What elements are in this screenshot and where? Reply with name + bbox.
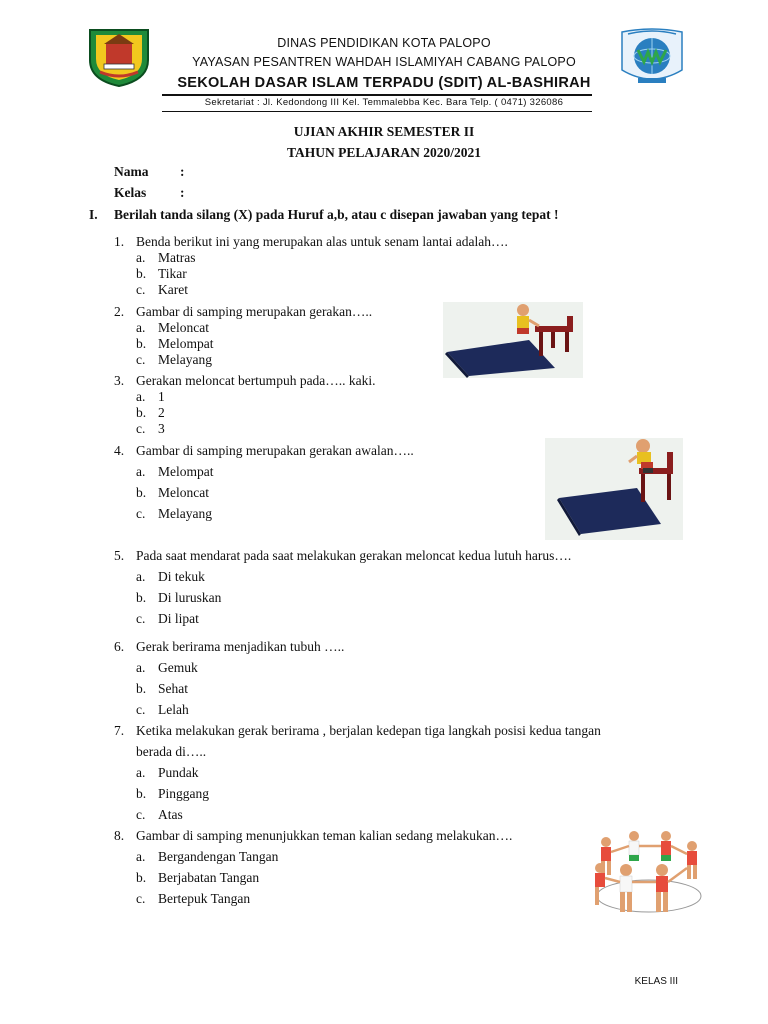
option-text: Di tekuk [158,569,205,584]
option-letter: a. [136,250,146,265]
option-text: Bergandengan Tangan [158,849,279,864]
option-text: Di lipat [158,611,199,626]
option-text: 2 [158,405,165,420]
header-address: Sekretariat : Jl. Kedondong III Kel. Temmalebba Kec. Bara Telp. ( 0471) 326086 [204,97,564,108]
option-text: Gemuk [158,660,198,675]
children-circle-illustration [590,824,708,920]
option-text: Tikar [158,266,187,281]
option-letter: c. [136,282,146,297]
option-letter: b. [136,786,147,801]
header-foundation: YAYASAN PESANTREN WAHDAH ISLAMIYAH CABANG PALOPO [192,55,576,69]
option-text: Di luruskan [158,590,222,605]
option-letter: b. [136,590,147,605]
option-letter: a. [136,765,146,780]
option-letter: a. [136,464,146,479]
option-text: Meloncat [158,320,209,335]
jump-illustration-2 [545,438,683,540]
question-text: Gerak berirama menjadikan tubuh ….. [136,639,345,654]
option-letter: a. [136,569,146,584]
question-text: Gambar di samping merupakan gerakan awalan….. [136,443,414,458]
option-letter: a. [136,849,146,864]
question-number: 3. [114,373,125,388]
option-letter: c. [136,702,146,717]
question-number: 5. [114,548,125,563]
section-instruction: Berilah tanda silang (X) pada Huruf a,b, atau c disepan jawaban yang tepat ! [114,207,559,222]
option-text: 3 [158,421,165,436]
option-letter: b. [136,266,147,281]
option-text: Karet [158,282,188,297]
option-letter: b. [136,870,147,885]
option-text: Matras [158,250,196,265]
option-text: Meloncat [158,485,209,500]
option-letter: b. [136,681,147,696]
option-letter: c. [136,611,146,626]
option-text: Pinggang [158,786,210,801]
footer-class-label: KELAS III [634,976,678,987]
option-letter: a. [136,660,146,675]
exam-title: UJIAN AKHIR SEMESTER II [293,124,475,139]
option-letter: b. [136,336,147,351]
nama-label: Nama [114,164,149,179]
option-text: Berjabatan Tangan [158,870,260,885]
question-text: Gerakan meloncat bertumpuh pada….. kaki. [136,373,376,388]
jump-illustration-1 [443,302,583,378]
option-letter: c. [136,506,146,521]
option-text: Melayang [158,506,212,521]
foundation-logo-right [618,26,686,88]
header-rule-thick [162,94,592,96]
option-letter: c. [136,421,146,436]
question-text-continued: berada di….. [136,744,207,759]
question-text: Benda berikut ini yang merupakan alas untuk senam lantai adalah…. [136,234,508,249]
option-text: Melompat [158,464,214,479]
option-text: Sehat [158,681,188,696]
header-rule-thin [162,111,592,112]
question-number: 2. [114,304,125,319]
header-school-name: SEKOLAH DASAR ISLAM TERPADU (SDIT) AL-BASHIRAH [177,75,591,91]
exam-year: TAHUN PELAJARAN 2020/2021 [286,145,481,160]
option-text: Lelah [158,702,189,717]
option-text: Atas [158,807,183,822]
option-letter: c. [136,352,146,367]
question-text: Ketika melakukan gerak berirama , berjalan kedepan tiga langkah posisi kedua tangan [136,723,601,738]
question-number: 4. [114,443,125,458]
option-text: Pundak [158,765,199,780]
option-text: Bertepuk Tangan [158,891,251,906]
option-letter: b. [136,485,147,500]
question-text: Gambar di samping merupakan gerakan….. [136,304,373,319]
question-number: 7. [114,723,125,738]
header-agency: DINAS PENDIDIKAN KOTA PALOPO [277,36,491,50]
kelas-label: Kelas [114,185,147,200]
question-text: Gambar di samping menunjukkan teman kalian sedang melakukan…. [136,828,513,843]
option-letter: b. [136,405,147,420]
question-number: 1. [114,234,125,249]
option-letter: a. [136,320,146,335]
kelas-colon: : [180,185,185,200]
section-number: I. [89,207,98,222]
option-text: 1 [158,389,165,404]
option-letter: c. [136,807,146,822]
question-number: 8. [114,828,125,843]
nama-colon: : [180,164,185,179]
option-text: Melayang [158,352,212,367]
option-text: Melompat [158,336,214,351]
question-text: Pada saat mendarat pada saat melakukan gerakan meloncat kedua lutuh harus…. [136,548,572,563]
question-number: 6. [114,639,125,654]
option-letter: c. [136,891,146,906]
option-letter: a. [136,389,146,404]
